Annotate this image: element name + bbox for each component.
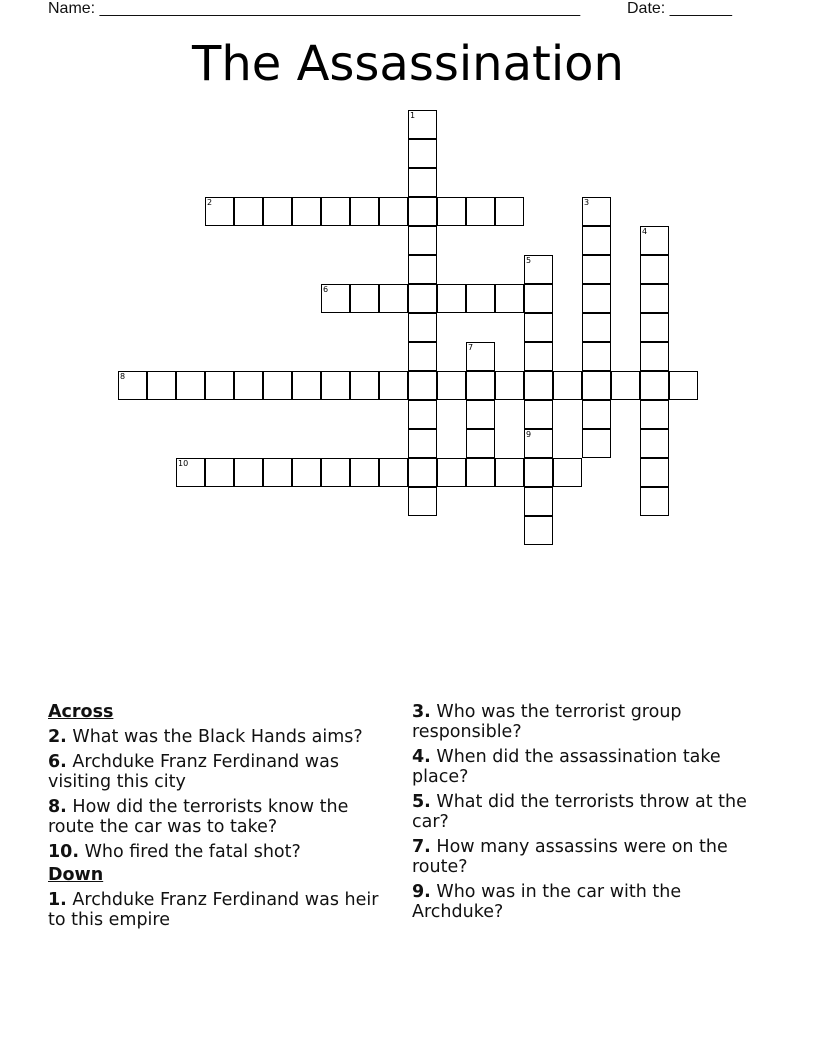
- grid-cell[interactable]: [234, 371, 263, 400]
- grid-cell[interactable]: [582, 226, 611, 255]
- grid-cell[interactable]: [524, 313, 553, 342]
- across-clue: [48, 842, 393, 862]
- cell-number: 2: [207, 198, 213, 207]
- down-clue: [412, 792, 757, 832]
- grid-cell[interactable]: [495, 371, 524, 400]
- clue-number: 4.: [412, 747, 431, 767]
- grid-cell[interactable]: [408, 168, 437, 197]
- grid-cell[interactable]: [205, 458, 234, 487]
- grid-cell[interactable]: [582, 255, 611, 284]
- clue-text: Who was in the car with the Archduke?: [412, 882, 682, 922]
- grid-cell[interactable]: [640, 371, 669, 400]
- grid-cell[interactable]: [495, 458, 524, 487]
- grid-cell[interactable]: [408, 458, 437, 487]
- clue-number: 10.: [48, 842, 80, 862]
- date-field-label: Date: _______: [627, 0, 732, 17]
- clue-text: Who fired the fatal shot?: [84, 842, 301, 862]
- clues-column-right: [412, 702, 757, 927]
- clue-text: What was the Black Hands aims?: [72, 727, 363, 747]
- clue-text: When did the assassination take place?: [412, 747, 721, 787]
- clue-number: 3.: [412, 702, 431, 722]
- grid-cell[interactable]: [582, 284, 611, 313]
- grid-cell[interactable]: [350, 371, 379, 400]
- cell-number: 8: [120, 372, 126, 381]
- grid-cell[interactable]: [379, 458, 408, 487]
- grid-cell[interactable]: [582, 400, 611, 429]
- grid-cell[interactable]: [640, 342, 669, 371]
- across-clue: [48, 797, 393, 837]
- grid-cell[interactable]: [582, 313, 611, 342]
- clue-number: 9.: [412, 882, 431, 902]
- grid-cell[interactable]: [350, 197, 379, 226]
- clue-text: How did the terrorists know the route the car was to take?: [48, 797, 349, 837]
- cell-number: 6: [323, 285, 329, 294]
- grid-cell[interactable]: [408, 197, 437, 226]
- grid-cell[interactable]: [640, 284, 669, 313]
- clue-text: What did the terrorists throw at the car?: [412, 792, 747, 832]
- clues-column-left: [48, 702, 393, 935]
- grid-cell[interactable]: [495, 197, 524, 226]
- grid-cell[interactable]: [292, 458, 321, 487]
- grid-cell[interactable]: [234, 197, 263, 226]
- grid-cell[interactable]: [524, 342, 553, 371]
- clue-text: Archduke Franz Ferdinand was heir to this empire: [48, 890, 379, 930]
- clue-text: Archduke Franz Ferdinand was visiting this city: [48, 752, 339, 792]
- grid-cell[interactable]: [640, 400, 669, 429]
- across-clue: [48, 752, 393, 792]
- grid-cell[interactable]: [147, 371, 176, 400]
- down-clue: [48, 890, 393, 930]
- grid-cell[interactable]: [379, 197, 408, 226]
- grid-cell[interactable]: [466, 458, 495, 487]
- grid-cell[interactable]: [379, 284, 408, 313]
- grid-cell[interactable]: [408, 313, 437, 342]
- grid-cell[interactable]: [582, 342, 611, 371]
- grid-cell[interactable]: [640, 255, 669, 284]
- grid-cell[interactable]: [495, 284, 524, 313]
- puzzle-title: The Assassination: [192, 36, 624, 92]
- grid-cell[interactable]: [437, 284, 466, 313]
- grid-cell[interactable]: [176, 371, 205, 400]
- grid-cell[interactable]: [553, 458, 582, 487]
- grid-cell[interactable]: [408, 371, 437, 400]
- clue-number: 1.: [48, 890, 67, 910]
- cell-number: 9: [526, 430, 532, 439]
- grid-cell[interactable]: [205, 371, 234, 400]
- grid-cell[interactable]: [466, 400, 495, 429]
- down-clue: [412, 702, 757, 742]
- clue-number: 2.: [48, 727, 67, 747]
- clue-number: 8.: [48, 797, 67, 817]
- grid-cell[interactable]: [640, 429, 669, 458]
- down-clue: [412, 837, 757, 877]
- grid-cell[interactable]: [408, 139, 437, 168]
- name-field-label: Name: ______________________________________________________: [48, 0, 581, 17]
- down-heading: Down: [48, 865, 104, 885]
- cell-number: 1: [410, 111, 416, 120]
- grid-cell[interactable]: [263, 371, 292, 400]
- clue-number: 6.: [48, 752, 67, 772]
- across-clue: [48, 727, 393, 747]
- grid-cell[interactable]: [582, 429, 611, 458]
- cell-number: 5: [526, 256, 532, 265]
- grid-cell[interactable]: [437, 371, 466, 400]
- down-clue: [412, 882, 757, 922]
- grid-cell[interactable]: [640, 487, 669, 516]
- grid-cell[interactable]: [466, 197, 495, 226]
- grid-cell[interactable]: [524, 458, 553, 487]
- grid-cell[interactable]: [669, 371, 698, 400]
- clue-number: 5.: [412, 792, 431, 812]
- grid-cell[interactable]: [437, 458, 466, 487]
- across-heading: Across: [48, 702, 114, 722]
- grid-cell[interactable]: [321, 197, 350, 226]
- grid-cell[interactable]: [408, 487, 437, 516]
- grid-cell[interactable]: [611, 371, 640, 400]
- grid-cell[interactable]: [263, 458, 292, 487]
- grid-cell[interactable]: [553, 371, 582, 400]
- cell-number: 7: [468, 343, 474, 352]
- grid-cell[interactable]: [408, 226, 437, 255]
- grid-cell[interactable]: [408, 255, 437, 284]
- grid-cell[interactable]: [350, 284, 379, 313]
- grid-cell[interactable]: [466, 371, 495, 400]
- grid-cell[interactable]: [466, 284, 495, 313]
- grid-cell[interactable]: [408, 400, 437, 429]
- grid-cell[interactable]: [437, 197, 466, 226]
- down-clue: [412, 747, 757, 787]
- grid-cell[interactable]: [466, 429, 495, 458]
- grid-cell[interactable]: [321, 458, 350, 487]
- grid-cell[interactable]: [408, 342, 437, 371]
- grid-cell[interactable]: [524, 371, 553, 400]
- grid-cell[interactable]: [408, 284, 437, 313]
- clue-text: Who was the terrorist group responsible?: [412, 702, 682, 742]
- cell-number: 4: [642, 227, 648, 236]
- grid-cell[interactable]: [582, 371, 611, 400]
- grid-cell[interactable]: [263, 197, 292, 226]
- grid-cell[interactable]: [524, 284, 553, 313]
- clue-text: How many assassins were on the route?: [412, 837, 728, 877]
- grid-cell[interactable]: [524, 487, 553, 516]
- grid-cell[interactable]: [524, 400, 553, 429]
- grid-cell[interactable]: [408, 429, 437, 458]
- grid-cell[interactable]: [379, 371, 408, 400]
- grid-cell[interactable]: [321, 371, 350, 400]
- clue-number: 7.: [412, 837, 431, 857]
- grid-cell[interactable]: [292, 371, 321, 400]
- grid-cell[interactable]: [234, 458, 263, 487]
- grid-cell[interactable]: [640, 458, 669, 487]
- grid-cell[interactable]: [524, 516, 553, 545]
- grid-cell[interactable]: [350, 458, 379, 487]
- cell-number: 3: [584, 198, 590, 207]
- grid-cell[interactable]: [640, 313, 669, 342]
- cell-number: 10: [178, 459, 189, 468]
- grid-cell[interactable]: [292, 197, 321, 226]
